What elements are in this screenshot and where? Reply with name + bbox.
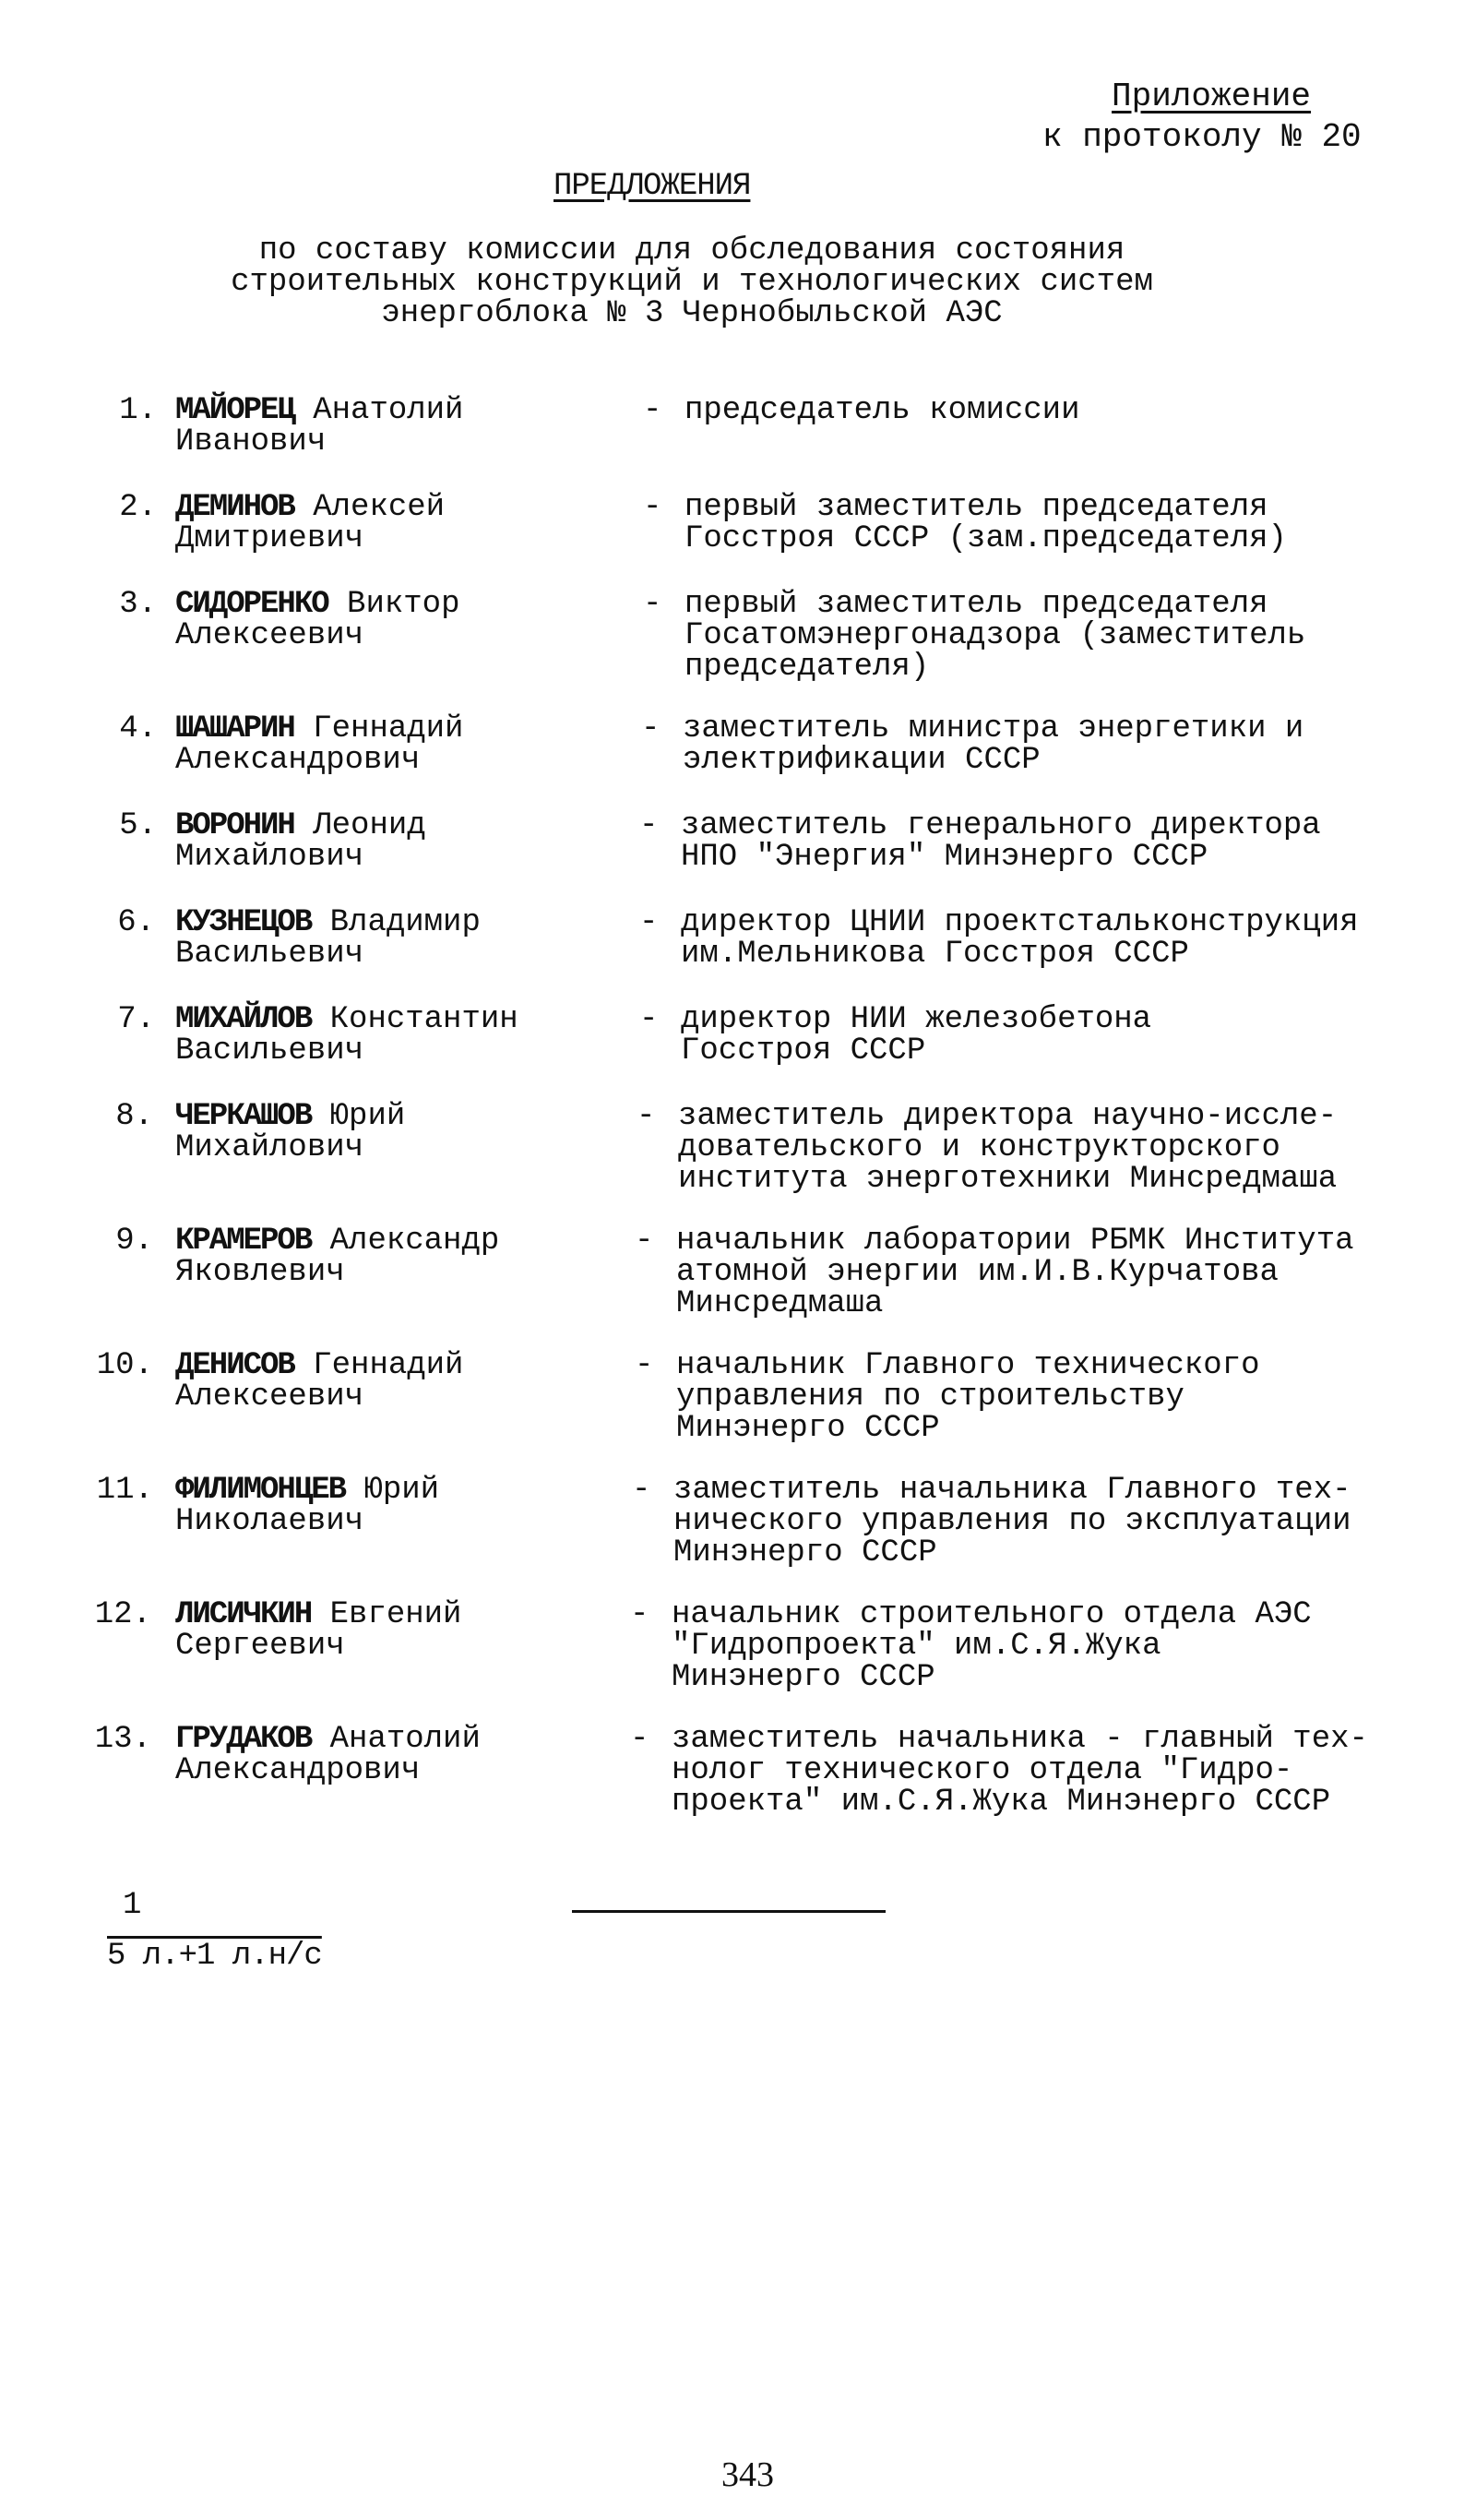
member-role: [672, 1724, 1428, 1818]
role-line: нолог технического отдела "Гидро-: [672, 1753, 1293, 1788]
member-role: [681, 907, 1437, 970]
member-name: [175, 1599, 637, 1662]
member-given-name: Владимир: [329, 905, 481, 940]
role-line: довательского и конструкторского: [678, 1130, 1280, 1165]
member-patronymic: Васильевич: [175, 937, 364, 972]
member-patronymic: Михайлович: [175, 1130, 364, 1165]
role-line: электрификации СССР: [683, 743, 1041, 778]
role-line: НПО "Энергия" Минэнерго СССР: [681, 840, 1208, 875]
member-surname: ЛИСИЧКИН: [175, 1597, 312, 1632]
member-patronymic: Александрович: [175, 1753, 421, 1788]
role-line: нического управления по эксплуатации: [673, 1504, 1351, 1539]
member-number: 13.: [94, 1722, 151, 1757]
subtitle-line: строительных конструкций и технологических систем: [231, 265, 1153, 300]
member-given-name: Геннадий: [313, 1348, 464, 1383]
role-dash: -: [639, 808, 659, 843]
member-surname: ДЕНИСОВ: [175, 1348, 294, 1383]
member-name: [175, 1004, 637, 1067]
member-given-name: Константин: [329, 1002, 518, 1037]
role-line: управления по строительству: [676, 1379, 1184, 1415]
member-name: [175, 492, 637, 555]
member-surname: ГРУДАКОВ: [175, 1722, 312, 1757]
annex-subtitle: к протоколу № 20: [1042, 118, 1362, 156]
document-subtitle: [184, 235, 1199, 329]
member-surname: МАЙОРЕЦ: [175, 393, 294, 428]
member-role: [672, 1599, 1428, 1693]
member-given-name: Юрий: [329, 1099, 406, 1134]
role-line: Госстроя СССР: [681, 1033, 926, 1069]
role-line: Госатомэнергонадзора (заместитель: [684, 618, 1306, 653]
role-dash: -: [643, 393, 662, 428]
role-line: первый заместитель председателя: [684, 587, 1268, 622]
role-dash: -: [630, 1722, 649, 1757]
member-number: 3.: [119, 587, 157, 622]
role-line: заместитель генерального директора: [681, 808, 1321, 843]
member-given-name: Александр: [329, 1224, 500, 1259]
member-number: 9.: [115, 1224, 153, 1259]
sheet-count: 5 л.+1 л.н/с: [107, 1939, 322, 1974]
member-given-name: Анатолий: [329, 1722, 481, 1757]
role-line: заместитель директора научно-иссле-: [678, 1099, 1338, 1134]
member-role: [676, 1225, 1433, 1320]
footnote-number: 1: [123, 1888, 142, 1923]
role-dash: -: [635, 1224, 654, 1259]
member-surname: МИХАЙЛОВ: [175, 1002, 312, 1037]
member-role: [678, 1101, 1434, 1195]
member-name: [175, 1225, 637, 1288]
role-line: атомной энергии им.И.В.Курчатова: [676, 1255, 1279, 1290]
subtitle-line: по составу комиссии для обследования состояния: [258, 233, 1125, 269]
role-line: директор ЦНИИ проектстальконструкция: [681, 905, 1359, 940]
role-dash: -: [643, 490, 662, 525]
role-line: начальник строительного отдела АЭС: [672, 1597, 1312, 1632]
member-patronymic: Александрович: [175, 743, 421, 778]
role-line: Минэнерго СССР: [673, 1535, 937, 1571]
member-number: 2.: [119, 490, 157, 525]
member-number: 10.: [96, 1348, 153, 1383]
member-number: 8.: [115, 1099, 153, 1134]
role-dash: -: [643, 587, 662, 622]
member-role: [684, 395, 1441, 426]
member-surname: ШАШАРИН: [175, 711, 294, 746]
member-given-name: Евгений: [329, 1597, 462, 1632]
member-surname: СИДОРЕНКО: [175, 587, 328, 622]
member-given-name: Алексей: [313, 490, 446, 525]
role-line: института энерготехники Минсредмаша: [678, 1162, 1338, 1197]
member-patronymic: Васильевич: [175, 1033, 364, 1069]
role-line: начальник Главного технического: [676, 1348, 1260, 1383]
member-role: [684, 589, 1441, 683]
role-line: заместитель начальника - главный тех-: [672, 1722, 1368, 1757]
member-number: 6.: [117, 905, 155, 940]
member-patronymic: Алексеевич: [175, 1379, 364, 1415]
role-line: Минсредмаша: [676, 1286, 884, 1321]
member-number: 5.: [119, 808, 157, 843]
member-patronymic: Алексеевич: [175, 618, 364, 653]
role-line: председатель комиссии: [684, 393, 1080, 428]
member-number: 7.: [117, 1002, 155, 1037]
member-patronymic: Иванович: [175, 424, 327, 460]
member-given-name: Леонид: [313, 808, 426, 843]
separator-rule: [572, 1910, 886, 1913]
annex-title: Приложение: [1112, 78, 1312, 115]
role-dash: -: [632, 1473, 651, 1508]
member-role: [673, 1475, 1430, 1569]
role-line: проекта" им.С.Я.Жука Минэнерго СССР: [672, 1785, 1331, 1820]
member-name: [175, 1101, 637, 1164]
role-line: директор НИИ железобетона: [681, 1002, 1152, 1037]
role-dash: -: [635, 1348, 654, 1383]
member-surname: ЧЕРКАШОВ: [175, 1099, 312, 1134]
member-role: [681, 1004, 1437, 1067]
role-line: заместитель министра энергетики и: [683, 711, 1304, 746]
role-dash: -: [639, 905, 659, 940]
member-patronymic: Яковлевич: [175, 1255, 345, 1290]
member-number: 12.: [94, 1597, 151, 1632]
member-number: 1.: [119, 393, 157, 428]
role-line: первый заместитель председателя: [684, 490, 1268, 525]
member-number: 4.: [119, 711, 157, 746]
role-dash: -: [641, 711, 661, 746]
member-name: [175, 713, 637, 776]
member-surname: КРАМЕРОВ: [175, 1224, 312, 1259]
member-name: [175, 907, 637, 970]
member-name: [175, 1475, 637, 1537]
member-given-name: Виктор: [347, 587, 460, 622]
role-line: "Гидропроекта" им.С.Я.Жука: [672, 1629, 1161, 1664]
role-line: председателя): [684, 650, 930, 685]
member-name: [175, 1724, 637, 1786]
role-dash: -: [630, 1597, 649, 1632]
member-patronymic: Николаевич: [175, 1504, 364, 1539]
member-role: [683, 713, 1439, 776]
member-patronymic: Сергеевич: [175, 1629, 345, 1664]
member-patronymic: Дмитриевич: [175, 521, 364, 556]
member-name: [175, 1350, 637, 1413]
member-role: [684, 492, 1441, 555]
role-line: Госстроя СССР (зам.председателя): [684, 521, 1287, 556]
page-number: 343: [721, 2455, 774, 2494]
member-given-name: Анатолий: [313, 393, 464, 428]
subtitle-line: энергоблока № 3 Чернобыльской АЭС: [381, 296, 1003, 331]
member-surname: ВОРОНИН: [175, 808, 294, 843]
role-line: заместитель начальника Главного тех-: [673, 1473, 1351, 1508]
member-name: [175, 395, 637, 458]
member-given-name: Юрий: [363, 1473, 440, 1508]
member-role: [676, 1350, 1433, 1444]
member-given-name: Геннадий: [313, 711, 464, 746]
member-surname: ДЕМИНОВ: [175, 490, 294, 525]
member-patronymic: Михайлович: [175, 840, 364, 875]
member-role: [681, 810, 1437, 873]
member-surname: КУЗНЕЦОВ: [175, 905, 312, 940]
member-number: 11.: [96, 1473, 153, 1508]
role-dash: -: [639, 1002, 659, 1037]
role-line: начальник лаборатории РБМК Института: [676, 1224, 1354, 1259]
member-name: [175, 589, 637, 651]
member-name: [175, 810, 637, 873]
member-surname: ФИЛИМОНЦЕВ: [175, 1473, 346, 1508]
role-line: Минэнерго СССР: [676, 1411, 940, 1446]
document-title: ПРЕДЛОЖЕНИЯ: [554, 169, 751, 204]
role-line: им.Мельникова Госстроя СССР: [681, 937, 1189, 972]
role-dash: -: [637, 1099, 656, 1134]
role-line: Минэнерго СССР: [672, 1660, 935, 1695]
